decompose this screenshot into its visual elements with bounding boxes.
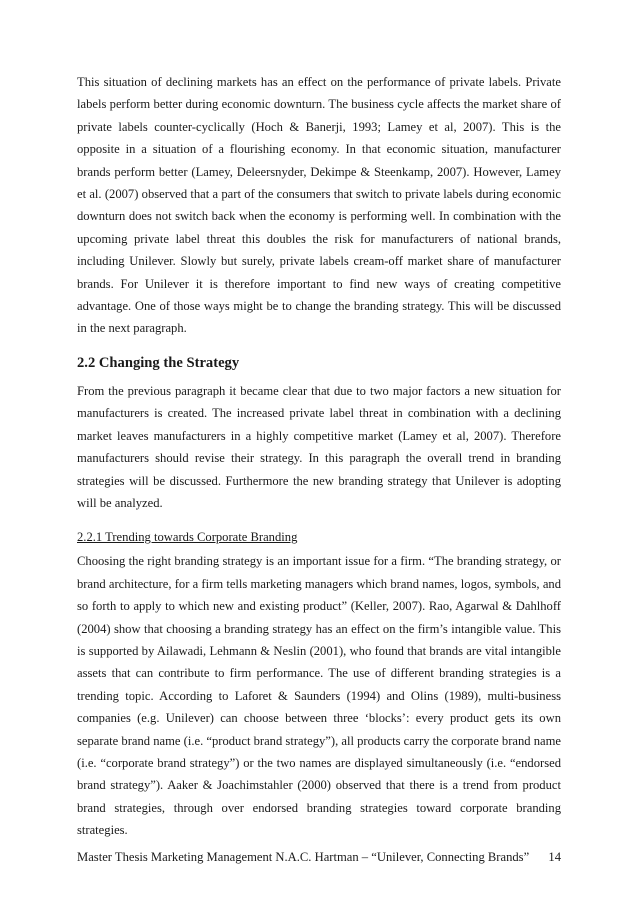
subsection-heading: 2.2.1 Trending towards Corporate Branding <box>77 530 298 545</box>
section-heading: 2.2 Changing the Strategy <box>77 354 240 371</box>
page-content <box>77 71 561 842</box>
page-number: 14 <box>548 850 561 864</box>
body-paragraph-3: Choosing the right branding strategy is an important issue for a firm. “The branding strategy, or brand architecture, for a firm tells marketing managers which brand names, logos, symbols, and so forth to apply to which new and existing product” (Keller, 2007). Rao, Agarwal & Dahlhoff (2004) show that choosing a branding strategy has an effect on the firm’s intangible value. This is supported by Ailawadi, Lehmann & Neslin (2001), who found that brands are vital intangible assets that can contribute to firm performance. The use of different branding strategies is a trending topic. According to Laforet & Saunders (1994) and Olins (1989), multi-business companies (e.g. Unilever) can choose between three ‘blocks’: every product gets its own separate brand name (i.e. “product brand strategy”), all products carry the corporate brand name (i.e. “corporate brand strategy”) or the two names are displayed simultaneously (i.e. “endorsed brand strategy”). Aaker & Joachimstahler (2000) observed that there is a trend from product brand strategies, through over endorsed branding strategies toward corporate branding strategies. <box>77 554 561 838</box>
page-footer <box>77 848 561 866</box>
body-paragraph-1: This situation of declining markets has an effect on the performance of private labels. Private labels perform better during economic downturn. The business cycle affects the market share of private labels counter-cyclically (Hoch & Banerji, 1993; Lamey et al, 2007). This is the opposite in a situation of a flourishing economy. In that economic situation, manufacturer brands perform better (Lamey, Deleersnyder, Dekimpe & Steenkamp, 2007). However, Lamey et al. (2007) observed that a part of the consumers that switch to private labels during economic downturn does not switch back when the economy is performing well. In combination with the upcoming private label threat this doubles the risk for manufacturers of national brands, including Unilever. Slowly but surely, private labels cream-off market share of manufacturer brands. For Unilever it is therefore important to find new ways of creating competitive advantage. One of those ways might be to change the branding strategy. This will be discussed in the next paragraph. <box>77 75 561 336</box>
body-paragraph-2: From the previous paragraph it became clear that due to two major factors a new situation for manufacturers is created. The increased private label threat in combination with a declining market leaves manufacturers in a highly competitive market (Lamey et al, 2007). Therefore manufacturers should revise their strategy. In this paragraph the overall trend in branding strategies will be discussed. Furthermore the new branding strategy that Unilever is adopting will be analyzed. <box>77 383 561 510</box>
footer-text: Master Thesis Marketing Management N.A.C. Hartman – “Unilever, Connecting Brands” <box>77 850 530 864</box>
